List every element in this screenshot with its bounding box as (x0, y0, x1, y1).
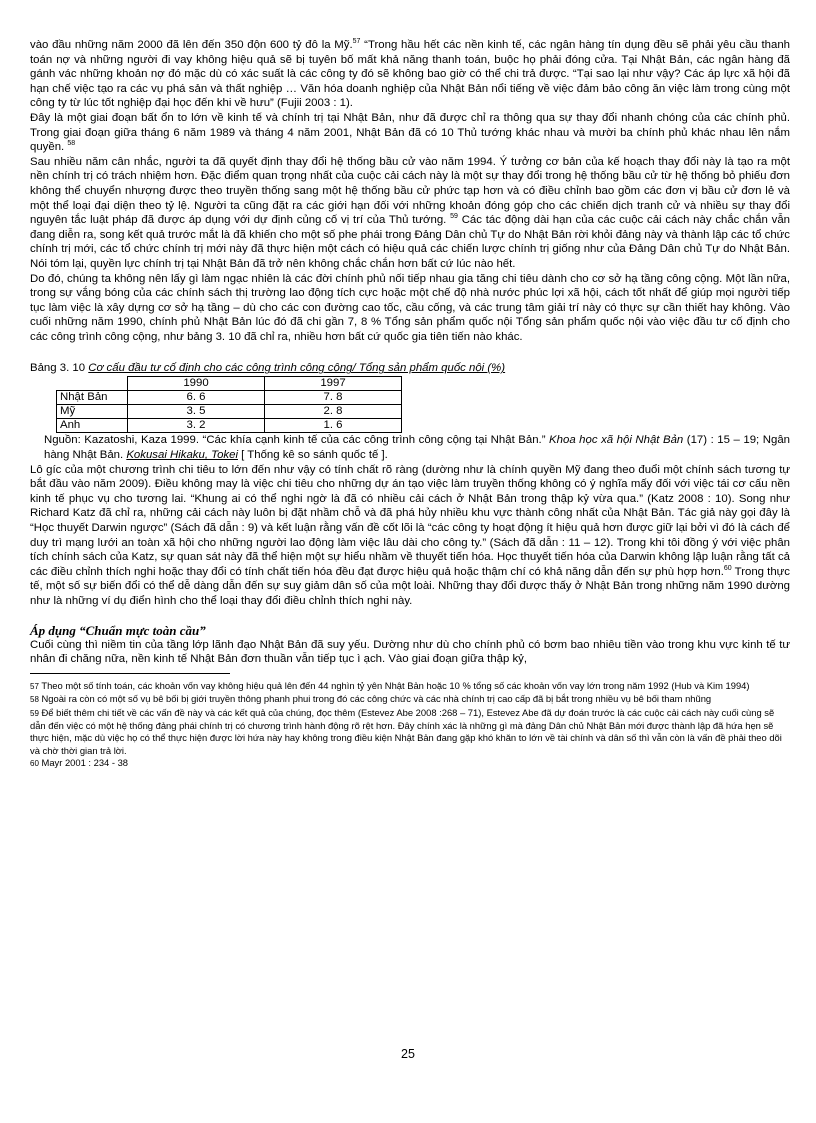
table-row (57, 391, 402, 405)
table-row (57, 419, 402, 433)
table-row (57, 405, 402, 419)
row-label: Nhật Bản (57, 391, 128, 405)
row-label: Mỹ (57, 405, 128, 419)
footnote-ref-58[interactable]: 58 (67, 140, 76, 148)
footnote-ref-59[interactable]: 59 (450, 213, 458, 221)
cell-1997: 1. 6 (265, 419, 402, 433)
paragraph-5: Lô gíc của một chương trình chi tiêu to lớn đến như vậy có tính chất rõ ràng (dường như là chính quyền Mỹ đang theo đuổi một chính sách tương tự bắt đầu vào năm 2009). Điều không may là việc chi tiêu cho những dự án tạo việc làm truyền thống không có ý nghĩa mấy đối với việc tái cơ cấu nền kinh tế phục vụ cho tương lai. “Khung ai có thể nghi ngờ là đã có nhiều cải cách ở Nhật Bản trong thập kỷ vừa qua.” (Katz 2008 : 10). Song như Richard Katz đã chỉ ra, những cải cách này luôn bị đặt nhầm chỗ và đã phá hủy nhiều khu vực thành công nhất của Nhật Bản. Tác giả này gọi đây là “Học thuyết Darwin ngược” (Sách đã dẫn : 9) và kết luận rằng vấn đề cốt lõi là “các công ty hoạt động ít hiệu quả hơn được giữ lại bởi vì đó là cách để duy trì mạng lưới an toàn xã hội cho những người lao động làm việc lâu dài cho công ty.” (Sách đã dẫn : 11 – 12). Trong khi tôi đồng ý với việc phân tích chính sách của Katz, sự quan sát này đã thể hiện một sự hiểu nhầm về thuyết tiến hóa. Học thuyết tiến hóa của Darwin không lập luận rằng tất cả các điều chỉnh thích nghi hoặc thay đổi có tính chất tiến hóa đều đạt được hiệu quả hoặc thậm chí có khả năng dẫn đến sự phù hợp hơn.$^{60}$ Trong thực tế, một số sự biến đổi có thể dễ dàng dẫn đến sự suy giảm dân số của một loài. Những thay đổi được thấy ở Nhật Bản trong những năm 1990 dường như là những ví dụ điển hình cho thể loại thay đổi điều chỉnh thích nghi này. (30, 463, 791, 607)
footnote-divider (30, 673, 230, 674)
paragraph-4: Do đó, chúng ta không nên lấy gì làm ngạc nhiên là các đời chính phủ nối tiếp nhau gia tăng chi tiêu dành cho cơ sở hạ tầng công cộng. Một lần nữa, trong sự vắng bóng của các chính sách thị trường lao động tích cực hoặc một chế độ nhà nước phúc lợi xã hội, cách tốt nhất để giúp mọi người tiếp tục làm việc là xây dựng cơ sở hạ tầng – dù cho các con đường cao tốc, cầu cống, và các trung tâm giải trí này có thực sự cần thiết hay không. Vào cuối những năm 1990, chính phủ Nhật Bản lúc đó đã chi gần 7, 8 % Tổng sản phẩm quốc nội Tổng sản phẩm quốc nội vào việc đầu tư cố định cho các công trình công cộng, như bảng 3. 10 đã chỉ ra, nhiều hơn bất cứ quốc gia tiên tiến nào khác. (30, 272, 790, 343)
footnotes (30, 680, 790, 771)
paragraph-1: vào đầu những năm 2000 đã lên đến 350 độn 600 tỷ đô la Mỹ.$^{57}$ “Trong hầu hết các nền kinh tế, các ngân hàng tín dụng đều sẽ phải yêu cầu thanh toán nợ và những người đi vay không hiệu quả sẽ bị tuyên bố mất khả năng thanh toán, buộc họ phải đóng cửa. Tại Nhật Bản, các ngân hàng đã gánh vác những khoản nợ đó mặc dù có xác suất là các công ty đó sẽ không bao giờ có thể chi trả được. “Tại sao lại như vậy? Các áp lực xã hội đã hạn chế việc tạo ra các vụ phá sản và thất nghiệp … Văn hóa doanh nghiệp của Nhật Bản nổi tiếng về việc đảm bảo công ăn việc làm trong cùng một công ty từ lúc tốt nghiệp đại học đến khi về hưu” (Fujii 2003 : 1). (30, 38, 790, 110)
cell-1990: 6. 6 (128, 391, 265, 405)
cell-1997: 2. 8 (265, 405, 402, 419)
section-heading: Áp dụng “Chuẩn mực toàn cầu” (30, 622, 206, 638)
table-caption: Bảng 3. 10 Cơ cấu đầu tư cố định cho các công trình công cộng/ Tổng sản phẩm quốc nội (%) (30, 362, 506, 375)
footnote-59: 59 Để biết thêm chi tiết về các vấn đề này và các kết quả của chúng, đọc thêm (Estevez Abe 2008 :268 – 71), Estevez Abe đã dự đoán trước là các cuộc cải cách này cuối cùng sẽ dẫn đến việc có một hệ thống đảng phái chính trị có chương trình hành động rõ rệt hơn. Đây chính xác là những gì mà đảng Dân chủ Nhật Bản mới được thành lập đã hứa hẹn sẽ thực hiện, mặc dù việc họ có thể thực hiện được lời hứa này hay không trong điều kiện Nhật Bản đang gặp khó khăn to lớn về tài chính và dân số thì vẫn còn là vấn đề phải theo dõi và chờ thời gian trả lời. (30, 706, 782, 756)
cell-1997: 7. 8 (265, 391, 402, 405)
col-header-1990: 1990 (128, 377, 265, 391)
paragraph-3: Sau nhiều năm cân nhắc, người ta đã quyết định thay đổi hệ thống bầu cử vào năm 1994. Ý tưởng cơ bản của kế hoạch thay đổi này là tạo ra một nền chính trị có trách nhiệm hơn. Đặc điểm quan trọng nhất của cuộc cải cách này là một sự thay đổi trong hệ thống bầu cử từ hệ thống bỏ phiếu đơn không thể chuyển nhượng được theo truyền thống sang một hệ thống bầu cử phức tạp hơn và có điều chỉnh bao gồm các đơn vị bầu cử đơn lẻ và một thể loại đại diện theo tỷ lệ. Người ta cũng đặt ra các giới hạn đối với những khoản đóng góp cho các chiến dịch tranh cử và nhiều sự thay đổi nguyên tắc luật pháp đã được áp dụng với dự định củng cố vị trí của Thủ tướng. $^{59}$ Các tác động dài hạn của các cuộc cải cách này chắc chắn vẫn đang diễn ra, song kết quả trước mắt là đã khiến cho một số phe phái trong Đảng Dân chủ Tự do Nhật Bản rời khỏi đảng này và thành lập các tổ chức chính trị mới, các tổ chức chính trị mới này đã thực hiện một cách có hiệu quả các chiến lược chính trị giống như của Đảng Dân chủ Tự do Nhật Bản. Nói tóm lại, quyền lực chính trị tại Nhật Bản đã trở nên không chắc chắn hơn bất cứ lúc nào hết. (30, 155, 790, 270)
footnote-57: 57 Theo một số tính toán, các khoản vốn vay không hiệu quả lên đến 44 nghìn tỷ yên Nhật Bản hoặc 10 % tổng số các khoản vốn vay lớn trong năm 1992 (Hub và Kim 1994) (30, 679, 750, 691)
document-page (30, 38, 790, 771)
paragraph-2: Đây là một giai đoạn bất ổn to lớn về kinh tế và chính trị tại Nhật Bản, như đã được chỉ ra thông qua sự thay đổi nhanh chóng của các chính phủ. Trong giai đoạn giữa tháng 6 năm 1989 và tháng 4 năm 2001, Nhật Bản đã có 10 Thủ tướng khác nhau và mười ba chính phủ khác nhau lên nắm quyền. $^{58}$ (30, 111, 790, 154)
table-source: Nguồn: Kazatoshi, Kaza 1999. “Các khía cạnh kinh tế của các công trình công cộng tại Nhật Bản.” Khoa học xã hội Nhật Bản (17) : 15 – 19; Ngân hàng Nhật Bản. Kokusai Hikaku, Tokei [ Thống kê so sánh quốc tế ]. (44, 434, 790, 462)
footnote-ref-60[interactable]: 60 (723, 565, 732, 573)
footnote-58: 58 Ngoài ra còn có một số vụ bê bối bị giới truyền thông phanh phui trong đó các công chức và các nhà chính trị cao cấp đã bị bắt trong nhiều vụ bê bối tham nhũng (30, 693, 712, 705)
page-number: 25 (401, 1047, 415, 1061)
cell-1990: 3. 5 (128, 405, 265, 419)
row-label: Anh (57, 419, 128, 433)
cell-1990: 3. 2 (128, 419, 265, 433)
col-header-1997: 1997 (265, 377, 402, 391)
paragraph-6: Cuối cùng thì niềm tin của tầng lớp lãnh đạo Nhật Bản đã suy yếu. Dường như dù cho chính phủ có bơm bao nhiêu tiền vào trong khu vực kinh tế tư nhân đi chăng nữa, nền kinh tế Nhật Bản đơn thuần vẫn tiếp tục ì ạch. Vào giai đoạn giữa thập kỷ, (30, 638, 790, 666)
footnote-60: 60 Mayr 2001 : 234 - 38 (30, 757, 129, 769)
investment-table (56, 376, 402, 433)
footnote-ref-57[interactable]: 57 (352, 38, 361, 46)
table-header-row (57, 377, 402, 391)
